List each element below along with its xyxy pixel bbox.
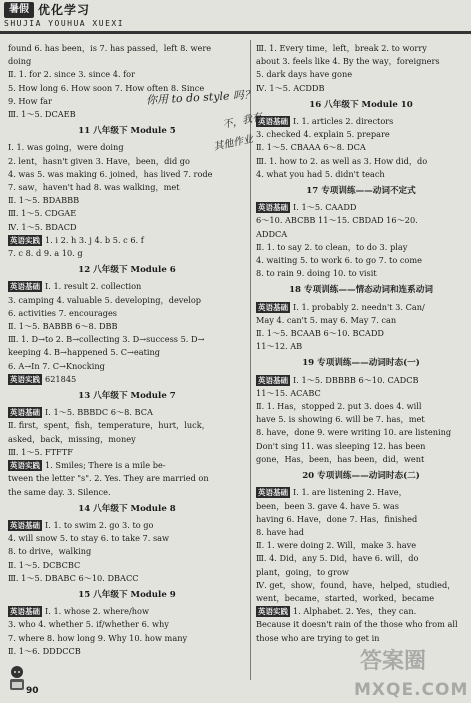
section-heading: 14 八年级下 Module 8 bbox=[78, 503, 176, 514]
answer-line: May 4. can't 5. may 6. May 7. can bbox=[256, 314, 397, 325]
answer-line: Ⅱ. 1～6. DDDCCB bbox=[8, 645, 81, 656]
header-rule bbox=[0, 31, 471, 34]
answer-line bbox=[256, 605, 466, 618]
answer-line: Ⅱ. 1～5. DCBCBC bbox=[8, 559, 81, 570]
answer-line: went，became，started，worked，became bbox=[256, 592, 435, 603]
section-heading: 16 八年级下 Module 10 bbox=[309, 99, 413, 110]
answer-line bbox=[8, 234, 246, 247]
answer-line: Ⅳ. 1～5. BDACD bbox=[8, 221, 77, 232]
answer-line: gone，Has，been，has been，did，went bbox=[256, 453, 425, 464]
answer-line: those who are trying to get in bbox=[256, 632, 380, 643]
section-tag: 英语基础 bbox=[10, 520, 40, 530]
section-tag: 英语基础 bbox=[258, 375, 288, 385]
answer-line: keeping 4. B→happened 5. C→eating bbox=[8, 347, 161, 358]
book-title: 优化学习 bbox=[38, 3, 91, 17]
answer-line: 7. c 8. d 9. a 10. g bbox=[8, 248, 83, 259]
section-tag: 英语基础 bbox=[10, 607, 40, 617]
answer-line: 8. have had bbox=[256, 526, 305, 537]
answer-line bbox=[8, 519, 246, 532]
answer-line: 5. How long 6. How soon 7. How often 8. Since bbox=[8, 82, 205, 93]
section-tag: 英语基础 bbox=[258, 302, 288, 312]
answer-line bbox=[256, 115, 466, 128]
answer-text: Ⅰ. 1. are listening 2. Have， bbox=[293, 487, 407, 498]
answer-text: Ⅰ. 1～5. BBBDC 6～8. BCA bbox=[45, 407, 153, 418]
answer-line: Don't sing 11. was sleeping 12. has been bbox=[256, 440, 426, 451]
answer-line: the same day. 3. Silence. bbox=[8, 486, 111, 497]
answer-line: Ⅲ. 1～5. DCAEB bbox=[8, 109, 76, 120]
answer-line bbox=[256, 301, 466, 314]
answer-line: Ⅱ. 1. Has，stopped 2. put 3. does 4. will bbox=[256, 401, 422, 412]
answer-line: 5. dark days have gone bbox=[256, 69, 353, 80]
answer-line bbox=[256, 374, 466, 387]
answer-line: having 6. Have，done 7. Has，finished bbox=[256, 513, 418, 524]
header bbox=[0, 0, 471, 34]
reading-child-icon bbox=[6, 664, 28, 692]
section-tag: 英语基础 bbox=[10, 282, 40, 292]
answer-line: Ⅲ. 4. Did，any 5. Did，have 6. will，do bbox=[256, 553, 419, 564]
answer-line: Ⅱ. 1. were doing 2. Will，make 3. have bbox=[256, 540, 417, 551]
answer-line: Ⅱ. first，spent，fish，temperature，hurt，luck， bbox=[8, 420, 210, 431]
section-tag: 英语实践 bbox=[10, 374, 40, 384]
answer-line: 11～12. AB bbox=[256, 341, 303, 352]
watermark bbox=[330, 640, 468, 702]
answer-text: 1. Alphabet. 2. Yes，they can. bbox=[293, 606, 417, 617]
answer-line: tween the letter "s". 2. Yes. They are married on bbox=[8, 473, 209, 484]
answer-line bbox=[8, 406, 246, 419]
section-heading: 19 专项训练——动词时态(一) bbox=[302, 358, 420, 369]
answer-line: doing bbox=[8, 56, 32, 67]
watermark-url: MXQE.COM bbox=[354, 680, 469, 700]
section-tag: 英语基础 bbox=[10, 408, 40, 418]
answer-line: about 3. feels like 4. By the way，foreigners bbox=[256, 56, 440, 67]
answer-line: asked，back，missing，money bbox=[8, 433, 136, 444]
section-heading: 17 专项训练——动词不定式 bbox=[306, 186, 416, 197]
section-tag: 英语实践 bbox=[258, 607, 288, 617]
answer-line: 3. checked 4. explain 5. prepare bbox=[256, 129, 390, 140]
section-heading: 13 八年级下 Module 7 bbox=[78, 391, 176, 402]
answer-line: ADDCA bbox=[256, 228, 288, 239]
answer-line: Because it doesn't rain of the those who from all bbox=[256, 619, 458, 630]
section-heading: 18 专项训练——情态动词和连系动词 bbox=[289, 285, 433, 296]
answer-text: 1. Smiles; There is a mile be- bbox=[45, 460, 166, 471]
answer-line: plant，going，to grow bbox=[256, 566, 349, 577]
answer-line bbox=[256, 201, 466, 214]
answer-line: 8. have，done 9. were writing 10. are listening bbox=[256, 427, 452, 438]
handwritten-note-question: 你用 to do style 吗？ bbox=[145, 88, 256, 107]
answer-line: Ⅲ. 1～5. CDGAE bbox=[8, 208, 77, 219]
right-column bbox=[256, 42, 466, 645]
section-tag: 英语基础 bbox=[258, 203, 288, 213]
answer-line: 8. to rain 9. doing 10. to visit bbox=[256, 268, 377, 279]
answer-text: 1. i 2. h 3. j 4. b 5. c 6. f bbox=[45, 234, 144, 245]
answer-line: 4. waiting 5. to work 6. to go 7. to come bbox=[256, 255, 422, 266]
answer-line: 6. A→In 7. C→Knocking bbox=[8, 360, 105, 371]
answer-line: Ⅳ. 1～5. ACDDB bbox=[256, 82, 325, 93]
answer-text: Ⅰ. 1. probably 2. needn't 3. Can/ bbox=[293, 301, 425, 312]
answer-line: 7. saw，haven't had 8. was walking，met bbox=[8, 182, 180, 193]
handwritten-note-answer-1: 不，我有 bbox=[221, 111, 264, 131]
answer-line: Ⅱ. 1～5. BDABBB bbox=[8, 195, 80, 206]
answer-line: Ⅱ. 1. for 2. since 3. since 4. for bbox=[8, 69, 136, 80]
answer-line bbox=[8, 280, 246, 293]
section-tag: 英语实践 bbox=[10, 461, 40, 471]
answer-line: Ⅲ. 1～5. FTFTF bbox=[8, 446, 73, 457]
answer-text: 621845 bbox=[45, 373, 77, 384]
answer-text: Ⅰ. 1～5. CAADD bbox=[293, 202, 357, 213]
answer-line: Ⅲ. 1. Every time，left，break 2. to worry bbox=[256, 43, 427, 53]
answer-line: Ⅱ. 1～5. CBAAA 6～8. DCA bbox=[256, 142, 366, 153]
answer-line: Ⅲ. 1. how to 2. as well as 3. How did，do bbox=[256, 155, 428, 166]
answer-line: Ⅱ. 1. to say 2. to clean，to do 3. play bbox=[256, 241, 408, 252]
section-heading: 12 八年级下 Module 6 bbox=[78, 265, 176, 276]
section-tag: 英语实践 bbox=[10, 235, 40, 245]
answer-line: Ⅲ. 1. D→to 2. B→collecting 3. D→success 5. D→ bbox=[8, 334, 205, 345]
handwritten-note-answer-2: 其他作业 bbox=[212, 133, 255, 153]
section-tag: 英语基础 bbox=[258, 488, 288, 498]
logo: 暑假 bbox=[4, 2, 34, 18]
answer-line: have 5. is showing 6. will be 7. has，met bbox=[256, 414, 425, 425]
answer-line bbox=[8, 373, 246, 386]
answer-line: 6～10. ABCBB 11～15. CBDAD 16～20. bbox=[256, 215, 418, 226]
section-tag: 英语基础 bbox=[258, 117, 288, 127]
page-number: 90 bbox=[26, 686, 39, 696]
answer-line: 3. camping 4. valuable 5. developing，develop bbox=[8, 294, 202, 305]
answer-line: 6. activities 7. encourages bbox=[8, 307, 117, 318]
answer-line: Ⅰ. 1. was going，were doing bbox=[8, 142, 124, 153]
section-heading: 11 八年级下 Module 5 bbox=[78, 126, 176, 137]
answer-line: 8. to drive，walking bbox=[8, 546, 92, 557]
answer-line: Ⅱ. 1～5. BCAAB 6～10. BCADD bbox=[256, 328, 384, 339]
answer-text: Ⅰ. 1. articles 2. directors bbox=[293, 116, 394, 127]
answer-line: Ⅱ. 1～5. BABBB 6～8. DBB bbox=[8, 321, 118, 332]
answer-line: 2. lent，hasn't given 3. Have，been，did go bbox=[8, 155, 190, 166]
answer-line: 4. was 5. was making 6. joined，has lived 7. rode bbox=[8, 168, 213, 179]
answer-line bbox=[256, 486, 466, 499]
answer-line bbox=[8, 605, 246, 618]
answer-line: been，been 3. gave 4. have 5. was bbox=[256, 500, 399, 511]
answer-text: Ⅰ. 1. result 2. collection bbox=[45, 281, 142, 292]
answer-line: found 6. has been，is 7. has passed，left 8. were bbox=[8, 43, 212, 53]
answer-line bbox=[8, 459, 246, 472]
book-pinyin: SHUJIA YOUHUA XUEXI bbox=[4, 19, 125, 28]
answer-text: Ⅰ. 1. to swim 2. go 3. to go bbox=[45, 519, 154, 530]
watermark-text: 答案圈 bbox=[360, 649, 427, 674]
answer-line: 4. what you had 5. didn't teach bbox=[256, 168, 385, 179]
answer-line: 3. who 4. whether 5. if/whether 6. why bbox=[8, 619, 169, 630]
section-heading: 20 专项训练——动词时态(二) bbox=[302, 471, 420, 482]
answer-line: 11～15. ACABC bbox=[256, 387, 321, 398]
answer-line: 7. where 8. how long 9. Why 10. how many bbox=[8, 632, 188, 643]
section-heading: 15 八年级下 Module 9 bbox=[78, 589, 176, 600]
answer-text: Ⅰ. 1～5. DBBBB 6～10. CADCB bbox=[293, 374, 419, 385]
answer-line: Ⅳ. get，show，found，have，helped，studied， bbox=[256, 579, 456, 590]
answer-text: Ⅰ. 1. whose 2. where/how bbox=[45, 606, 149, 617]
answer-line: 9. How far bbox=[8, 95, 52, 106]
left-column bbox=[8, 42, 246, 658]
answer-line: 4. will snow 5. to stay 6. to take 7. saw bbox=[8, 533, 170, 544]
answer-line: Ⅲ. 1～5. DBABC 6～10. DBACC bbox=[8, 572, 139, 583]
